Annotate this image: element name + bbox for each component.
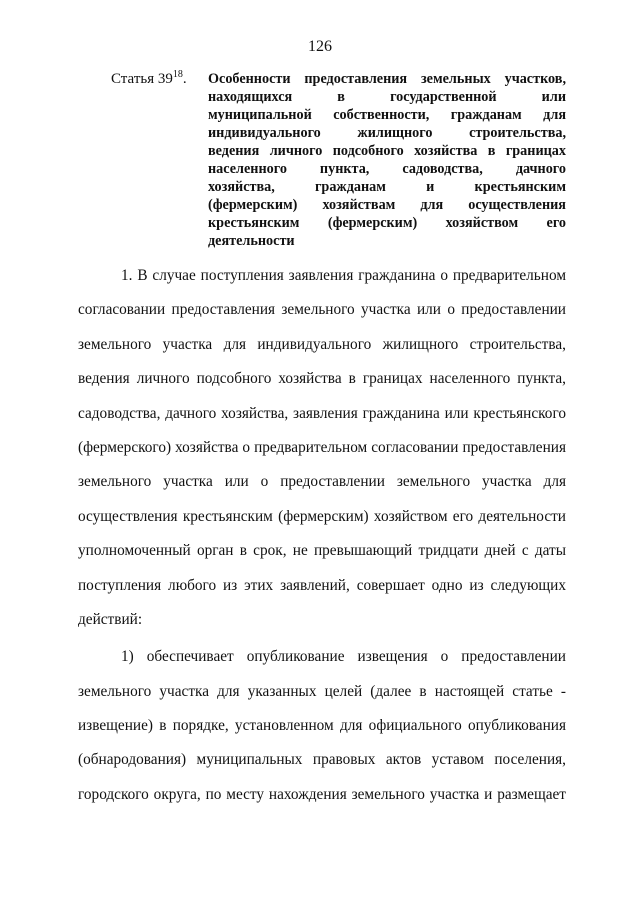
- body-line: извещение) в порядке, установленном для официального опубликования: [78, 717, 566, 735]
- article-label: [111, 70, 187, 88]
- body-line: (фермерского) хозяйства о предварительном согласовании предоставления: [78, 438, 566, 456]
- article-title-line: крестьянским (фермерским) хозяйством его: [208, 215, 566, 231]
- body-line: ведения личного подсобного хозяйства в границах населенного пункта,: [78, 370, 566, 388]
- article-label-superscript: 18: [172, 69, 183, 80]
- body-line: земельного участка для индивидуального жилищного строительства,: [78, 335, 566, 353]
- article-title-line: хозяйства, гражданам и крестьянским: [208, 179, 566, 195]
- article-title-line: деятельности: [208, 233, 295, 249]
- body-line: 1) обеспечивает опубликование извещения о предоставлении: [121, 648, 566, 666]
- article-title-line: индивидуального жилищного строительства,: [208, 125, 566, 141]
- article-title-line: Особенности предоставления земельных участков,: [208, 71, 566, 87]
- body-line: земельного участка для указанных целей (далее в настоящей статье -: [78, 682, 566, 700]
- body-line: 1. В случае поступления заявления гражданина о предварительном: [121, 267, 566, 284]
- body-line: действий:: [78, 610, 143, 628]
- article-label-text: Статья 39: [111, 71, 173, 87]
- body-line: городского округа, по месту нахождения земельного участка и размещает: [78, 785, 566, 803]
- body-line: осуществления крестьянским (фермерским) хозяйством его деятельности: [78, 507, 566, 525]
- article-title-line: находящихся в государственной или: [208, 89, 566, 105]
- page-number: 126: [308, 38, 332, 55]
- body-line: поступления любого из этих заявлений, совершает одно из следующих: [78, 576, 566, 594]
- article-title-line: населенного пункта, садоводства, дачного: [208, 161, 566, 177]
- paragraph-2: [78, 640, 566, 812]
- body-line: согласовании предоставления земельного участка или о предоставлении: [78, 301, 566, 319]
- body-line: земельного участка или о предоставлении земельного участка для: [78, 473, 566, 491]
- body-line: уполномоченный орган в срок, не превышающий тридцати дней с даты: [78, 542, 566, 560]
- body-line: садоводства, дачного хозяйства, заявления гражданина или крестьянского: [78, 404, 566, 422]
- body-line: (обнародования) муниципальных правовых актов уставом поселения,: [78, 751, 566, 769]
- article-title-line: ведения личного подсобного хозяйства в границах: [208, 143, 566, 159]
- article-body: [78, 259, 566, 812]
- paragraph-1: [78, 259, 566, 637]
- article-title: [208, 70, 566, 250]
- article-title-line: (фермерским) хозяйствам для осуществления: [208, 197, 566, 213]
- article-title-line: муниципальной собственности, гражданам для: [208, 107, 566, 123]
- article-label-suffix: .: [182, 71, 187, 87]
